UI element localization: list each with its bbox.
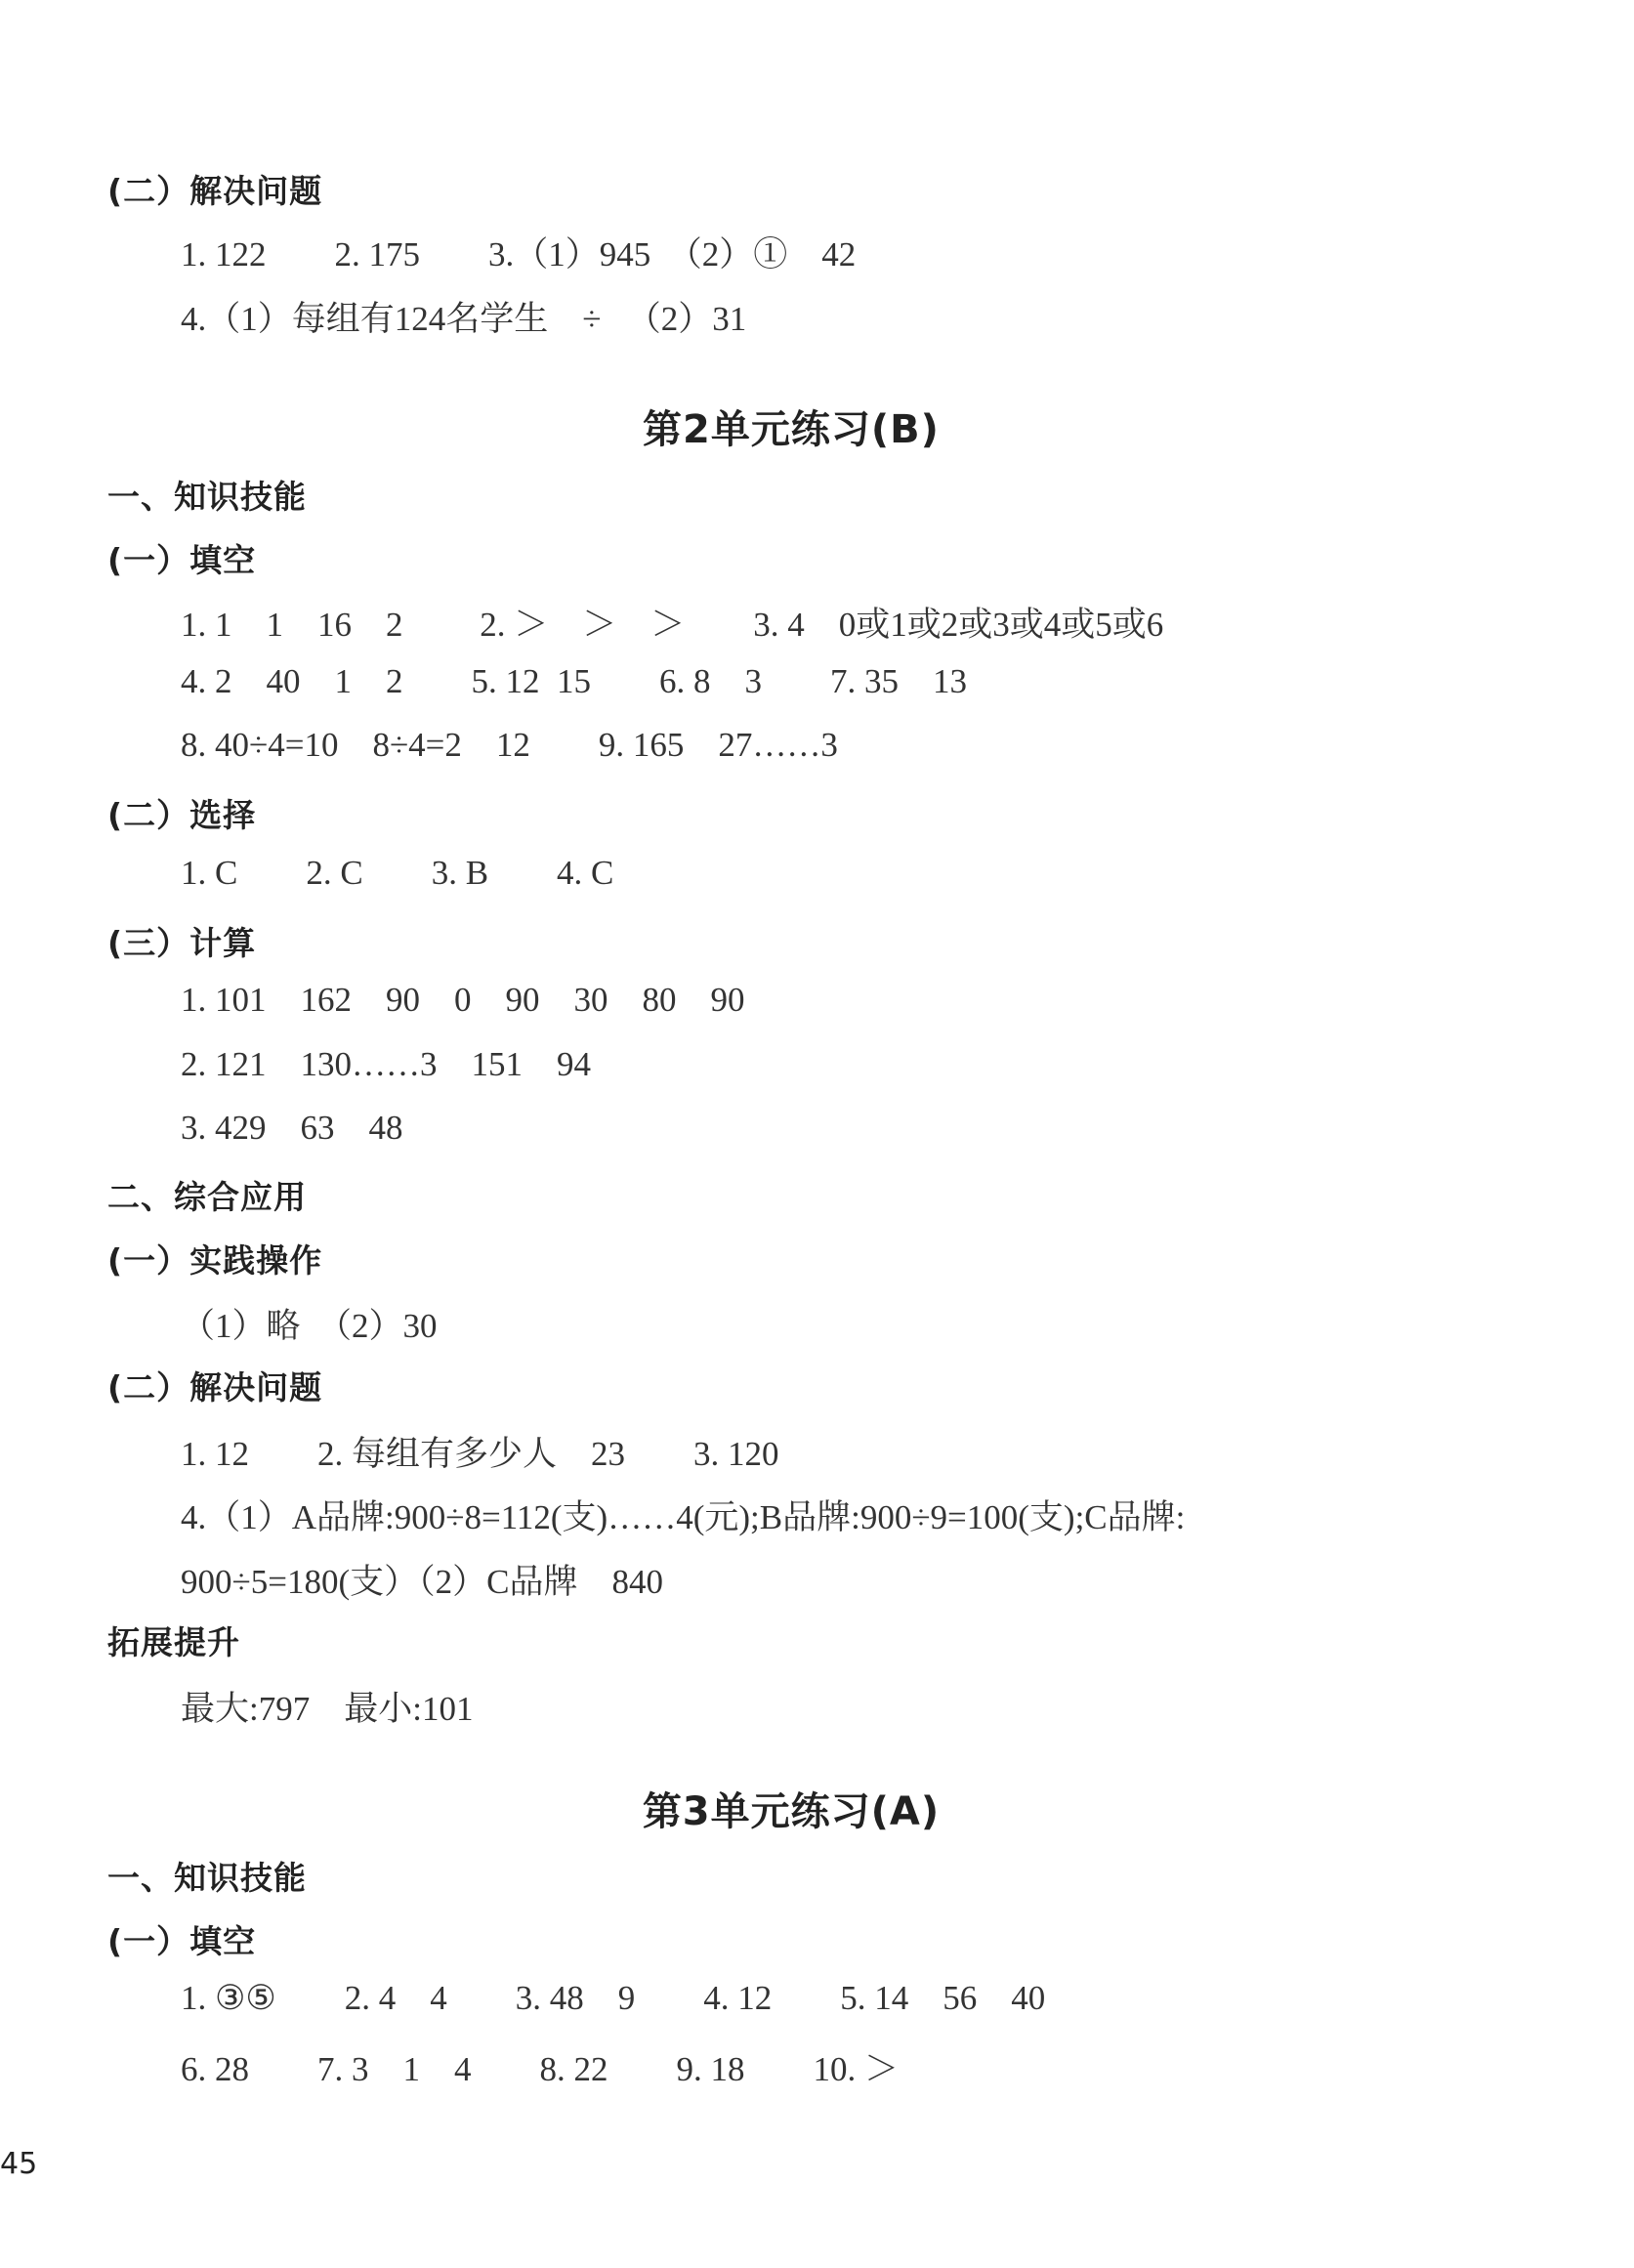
answer-line: 4.（1）每组有124名学生 ÷ （2）31 [181, 300, 747, 338]
part-heading-skills: 一、知识技能 [107, 1859, 307, 1897]
unit-title-3a: 第3单元练习(A) [642, 1789, 941, 1834]
answer-line: 1. ③⑤ 2. 4 4 3. 48 9 4. 12 5. 14 56 40 [181, 1979, 1046, 2017]
answer-line: 3. 429 63 48 [181, 1109, 403, 1147]
section-heading-practice: (一）实践操作 [107, 1241, 323, 1280]
answer-line: 2. 121 130……3 151 94 [181, 1045, 591, 1083]
section-heading-fill: (一）填空 [107, 541, 257, 579]
answer-line: 1. 122 2. 175 3.（1）945 （2）① 42 [181, 235, 857, 273]
section-heading-choice: (二）选择 [107, 796, 257, 834]
answer-line: 4. 2 40 1 2 5. 12 15 6. 8 3 7. 35 13 [181, 662, 967, 700]
answer-line: （1）略 （2）30 [181, 1307, 438, 1345]
section-heading-solve: (二）解决问题 [107, 1368, 323, 1407]
section-heading-calc: (三）计算 [107, 924, 257, 962]
part-heading-skills: 一、知识技能 [107, 478, 307, 516]
answer-line: 900÷5=180(支）（2）C品牌 840 [181, 1563, 663, 1601]
answer-line: 1. 12 2. 每组有多少人 23 3. 120 [181, 1435, 779, 1473]
page-number: 45 [0, 2147, 38, 2181]
answer-line: 4.（1）A品牌:900÷8=112(支)……4(元);B品牌:900÷9=100(支);C品牌: [181, 1498, 1186, 1536]
section-heading-fill: (一）填空 [107, 1922, 257, 1960]
answer-line: 1. 1 1 16 2 2. ＞ ＞ ＞ 3. 4 0或1或2或3或4或5或6 [181, 606, 1164, 644]
answer-line: 1. C 2. C 3. B 4. C [181, 854, 614, 892]
part-heading-application: 二、综合应用 [107, 1178, 307, 1216]
section-heading-solve: (二）解决问题 [107, 172, 323, 210]
answer-line: 1. 101 162 90 0 90 30 80 90 [181, 981, 745, 1019]
section-heading-extend: 拓展提升 [107, 1623, 240, 1661]
answer-line: 6. 28 7. 3 1 4 8. 22 9. 18 10. ＞ [181, 2050, 900, 2088]
answer-line: 最大:797 最小:101 [181, 1690, 474, 1728]
answer-line: 8. 40÷4=10 8÷4=2 12 9. 165 27……3 [181, 726, 838, 764]
unit-title-2b: 第2单元练习(B) [643, 407, 940, 452]
